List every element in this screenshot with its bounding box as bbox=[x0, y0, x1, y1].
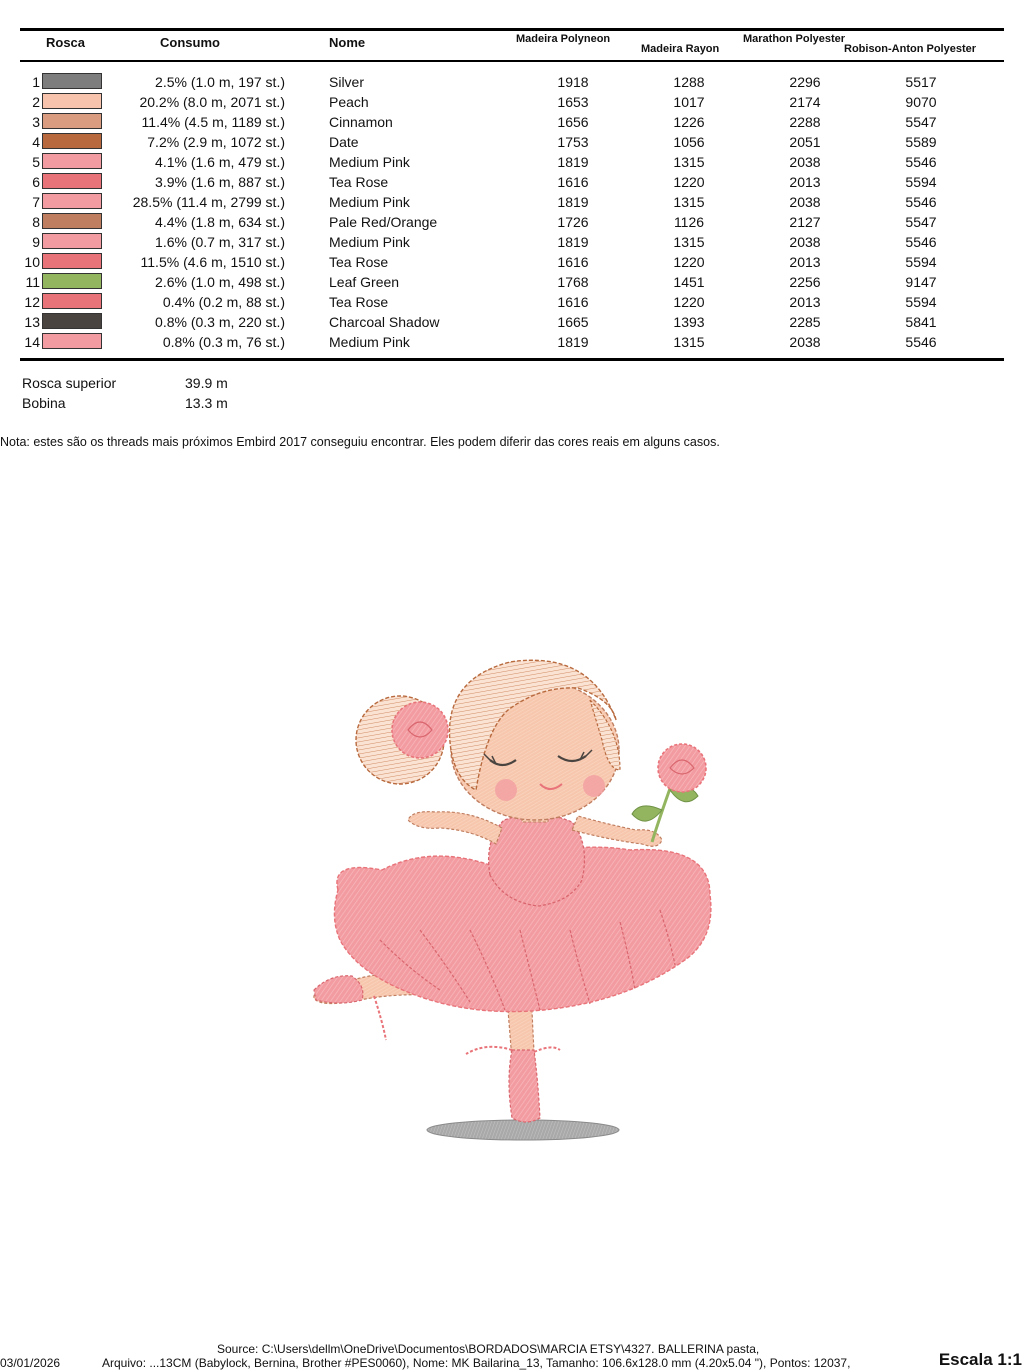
header-madeira-polyneon: Madeira Polyneon bbox=[516, 33, 611, 45]
thread-name: Charcoal Shadow bbox=[329, 314, 440, 330]
thread-match-note: Nota: estes são os threads mais próximos Embird 2017 conseguiu encontrar. Eles podem diferir das cores reais em alguns casos. bbox=[0, 435, 720, 449]
thread-color-swatch bbox=[42, 193, 102, 209]
robison-anton-polyester-code: 5594 bbox=[905, 294, 937, 310]
thread-row bbox=[0, 112, 1024, 132]
thread-number: 2 bbox=[32, 94, 40, 110]
thread-number: 11 bbox=[25, 274, 40, 290]
thread-color-swatch bbox=[42, 213, 102, 229]
thread-name: Medium Pink bbox=[329, 154, 410, 170]
thread-name: Date bbox=[329, 134, 359, 150]
madeira-polyneon-code: 1819 bbox=[557, 154, 589, 170]
madeira-polyneon-code: 1768 bbox=[557, 274, 589, 290]
thread-name: Silver bbox=[329, 74, 365, 90]
thread-color-swatch bbox=[42, 113, 102, 129]
summary-top-thread-label: Rosca superior bbox=[22, 375, 117, 391]
madeira-polyneon-code: 1665 bbox=[557, 314, 589, 330]
thread-row bbox=[0, 72, 1024, 92]
madeira-rayon-code: 1315 bbox=[673, 234, 705, 250]
table-top-rule bbox=[20, 28, 1004, 31]
madeira-polyneon-code: 1726 bbox=[557, 214, 589, 230]
robison-anton-polyester-code: 9070 bbox=[905, 94, 937, 110]
madeira-polyneon-code: 1653 bbox=[557, 94, 589, 110]
madeira-polyneon-code: 1819 bbox=[557, 334, 589, 350]
thread-number: 12 bbox=[24, 294, 40, 310]
thread-number: 7 bbox=[32, 194, 40, 210]
marathon-polyester-code: 2296 bbox=[789, 74, 821, 90]
table-bottom-rule bbox=[20, 358, 1004, 361]
madeira-polyneon-code: 1918 bbox=[557, 74, 589, 90]
madeira-rayon-code: 1315 bbox=[673, 154, 705, 170]
marathon-polyester-code: 2013 bbox=[789, 174, 821, 190]
madeira-polyneon-code: 1656 bbox=[557, 114, 589, 130]
madeira-polyneon-code: 1819 bbox=[557, 194, 589, 210]
thread-color-swatch bbox=[42, 233, 102, 249]
thread-row bbox=[0, 252, 1024, 272]
thread-consumption: 1.6% (0.7 m, 317 st.) bbox=[155, 234, 285, 250]
thread-name: Medium Pink bbox=[329, 334, 410, 350]
thread-consumption: 4.1% (1.6 m, 479 st.) bbox=[155, 154, 285, 170]
thread-row bbox=[0, 292, 1024, 312]
thread-row bbox=[0, 312, 1024, 332]
thread-row bbox=[0, 192, 1024, 212]
thread-name: Tea Rose bbox=[329, 294, 389, 310]
footer-source: Source: C:\Users\dellm\OneDrive\Documentos\BORDADOS\MARCIA ETSY\4327. BALLERINA pasta, bbox=[217, 1342, 760, 1356]
header-marathon-polyester: Marathon Polyester bbox=[743, 33, 846, 45]
thread-color-swatch bbox=[42, 333, 102, 349]
marathon-polyester-code: 2038 bbox=[789, 234, 821, 250]
thread-number: 9 bbox=[32, 234, 40, 250]
table-header-rule bbox=[20, 60, 1004, 62]
thread-color-swatch bbox=[42, 73, 102, 89]
robison-anton-polyester-code: 5594 bbox=[905, 254, 937, 270]
marathon-polyester-code: 2038 bbox=[789, 334, 821, 350]
robison-anton-polyester-code: 5547 bbox=[905, 114, 937, 130]
marathon-polyester-code: 2038 bbox=[789, 154, 821, 170]
thread-consumption: 3.9% (1.6 m, 887 st.) bbox=[155, 174, 285, 190]
thread-number: 8 bbox=[32, 214, 40, 230]
robison-anton-polyester-code: 5517 bbox=[905, 74, 937, 90]
robison-anton-polyester-code: 5841 bbox=[905, 314, 937, 330]
thread-name: Cinnamon bbox=[329, 114, 393, 130]
thread-number: 5 bbox=[32, 154, 40, 170]
thread-number: 14 bbox=[24, 334, 40, 350]
summary-bobbin-value: 13.3 m bbox=[185, 395, 228, 411]
thread-color-swatch bbox=[42, 293, 102, 309]
thread-number: 10 bbox=[24, 254, 40, 270]
thread-name: Tea Rose bbox=[329, 174, 389, 190]
thread-color-swatch bbox=[42, 253, 102, 269]
madeira-rayon-code: 1126 bbox=[673, 214, 705, 230]
thread-name: Peach bbox=[329, 94, 369, 110]
madeira-rayon-code: 1315 bbox=[673, 194, 705, 210]
marathon-polyester-code: 2051 bbox=[789, 134, 821, 150]
thread-name: Medium Pink bbox=[329, 194, 410, 210]
madeira-polyneon-code: 1616 bbox=[557, 254, 589, 270]
ballerina-embroidery-preview bbox=[290, 640, 730, 1150]
thread-row bbox=[0, 212, 1024, 232]
madeira-rayon-code: 1393 bbox=[673, 314, 705, 330]
robison-anton-polyester-code: 9147 bbox=[905, 274, 937, 290]
madeira-rayon-code: 1226 bbox=[673, 114, 705, 130]
madeira-polyneon-code: 1753 bbox=[557, 134, 589, 150]
madeira-rayon-code: 1220 bbox=[673, 174, 705, 190]
header-rosca: Rosca bbox=[46, 35, 86, 50]
madeira-rayon-code: 1017 bbox=[673, 94, 705, 110]
thread-name: Medium Pink bbox=[329, 234, 410, 250]
thread-consumption: 0.8% (0.3 m, 220 st.) bbox=[155, 314, 285, 330]
thread-consumption: 4.4% (1.8 m, 634 st.) bbox=[155, 214, 285, 230]
thread-number: 13 bbox=[24, 314, 40, 330]
thread-row bbox=[0, 132, 1024, 152]
thread-consumption: 7.2% (2.9 m, 1072 st.) bbox=[147, 134, 285, 150]
marathon-polyester-code: 2013 bbox=[789, 254, 821, 270]
madeira-polyneon-code: 1819 bbox=[557, 234, 589, 250]
footer-scale: Escala 1:1 bbox=[938, 1350, 1022, 1369]
summary-bobbin-label: Bobina bbox=[22, 395, 66, 411]
thread-consumption: 20.2% (8.0 m, 2071 st.) bbox=[139, 94, 285, 110]
robison-anton-polyester-code: 5546 bbox=[905, 334, 937, 350]
header-nome: Nome bbox=[329, 35, 366, 50]
thread-color-swatch bbox=[42, 153, 102, 169]
thread-color-swatch bbox=[42, 173, 102, 189]
footer-date: 03/01/2026 bbox=[0, 1356, 61, 1370]
thread-row bbox=[0, 152, 1024, 172]
thread-consumption: 11.5% (4.6 m, 1510 st.) bbox=[140, 254, 285, 270]
thread-row bbox=[0, 272, 1024, 292]
thread-row bbox=[0, 332, 1024, 352]
madeira-rayon-code: 1056 bbox=[673, 134, 705, 150]
thread-consumption: 11.4% (4.5 m, 1189 st.) bbox=[141, 114, 285, 130]
madeira-rayon-code: 1451 bbox=[673, 274, 705, 290]
marathon-polyester-code: 2256 bbox=[789, 274, 821, 290]
marathon-polyester-code: 2285 bbox=[789, 314, 821, 330]
thread-color-swatch bbox=[42, 93, 102, 109]
thread-name: Tea Rose bbox=[329, 254, 389, 270]
madeira-rayon-code: 1220 bbox=[673, 294, 705, 310]
thread-name: Pale Red/Orange bbox=[329, 214, 438, 230]
marathon-polyester-code: 2288 bbox=[789, 114, 821, 130]
robison-anton-polyester-code: 5546 bbox=[905, 234, 937, 250]
summary-top-thread-value: 39.9 m bbox=[185, 375, 228, 391]
thread-color-swatch bbox=[42, 133, 102, 149]
marathon-polyester-code: 2174 bbox=[789, 94, 821, 110]
marathon-polyester-code: 2013 bbox=[789, 294, 821, 310]
thread-consumption: 2.6% (1.0 m, 498 st.) bbox=[155, 274, 285, 290]
thread-consumption: 0.8% (0.3 m, 76 st.) bbox=[162, 334, 285, 350]
madeira-polyneon-code: 1616 bbox=[557, 174, 589, 190]
marathon-polyester-code: 2127 bbox=[789, 214, 821, 230]
thread-consumption: 28.5% (11.4 m, 2799 st.) bbox=[132, 194, 285, 210]
thread-color-swatch bbox=[42, 313, 102, 329]
madeira-polyneon-code: 1616 bbox=[557, 294, 589, 310]
thread-number: 3 bbox=[32, 114, 40, 130]
thread-name: Leaf Green bbox=[329, 274, 400, 290]
thread-color-swatch bbox=[42, 273, 102, 289]
madeira-rayon-code: 1288 bbox=[673, 74, 705, 90]
robison-anton-polyester-code: 5547 bbox=[905, 214, 937, 230]
thread-consumption: 0.4% (0.2 m, 88 st.) bbox=[162, 294, 285, 310]
thread-row bbox=[0, 92, 1024, 112]
footer-file-info: Arquivo: ...13CM (Babylock, Bernina, Brother #PES0060), Nome: MK Bailarina_13, Tamanho: 106.6x128.0 mm (4.20x5.04 "), Pontos: 12037, bbox=[102, 1356, 851, 1370]
thread-row bbox=[0, 172, 1024, 192]
header-consumo: Consumo bbox=[160, 35, 220, 50]
robison-anton-polyester-code: 5594 bbox=[905, 174, 937, 190]
madeira-rayon-code: 1315 bbox=[673, 334, 705, 350]
thread-row bbox=[0, 232, 1024, 252]
robison-anton-polyester-code: 5589 bbox=[905, 134, 937, 150]
thread-consumption: 2.5% (1.0 m, 197 st.) bbox=[155, 74, 285, 90]
header-robison-anton-polyester: Robison-Anton Polyester bbox=[844, 43, 977, 55]
header-madeira-rayon: Madeira Rayon bbox=[641, 43, 720, 55]
madeira-rayon-code: 1220 bbox=[673, 254, 705, 270]
marathon-polyester-code: 2038 bbox=[789, 194, 821, 210]
robison-anton-polyester-code: 5546 bbox=[905, 154, 937, 170]
thread-number: 6 bbox=[32, 174, 40, 190]
thread-number: 1 bbox=[32, 74, 40, 90]
thread-number: 4 bbox=[32, 134, 40, 150]
robison-anton-polyester-code: 5546 bbox=[905, 194, 937, 210]
